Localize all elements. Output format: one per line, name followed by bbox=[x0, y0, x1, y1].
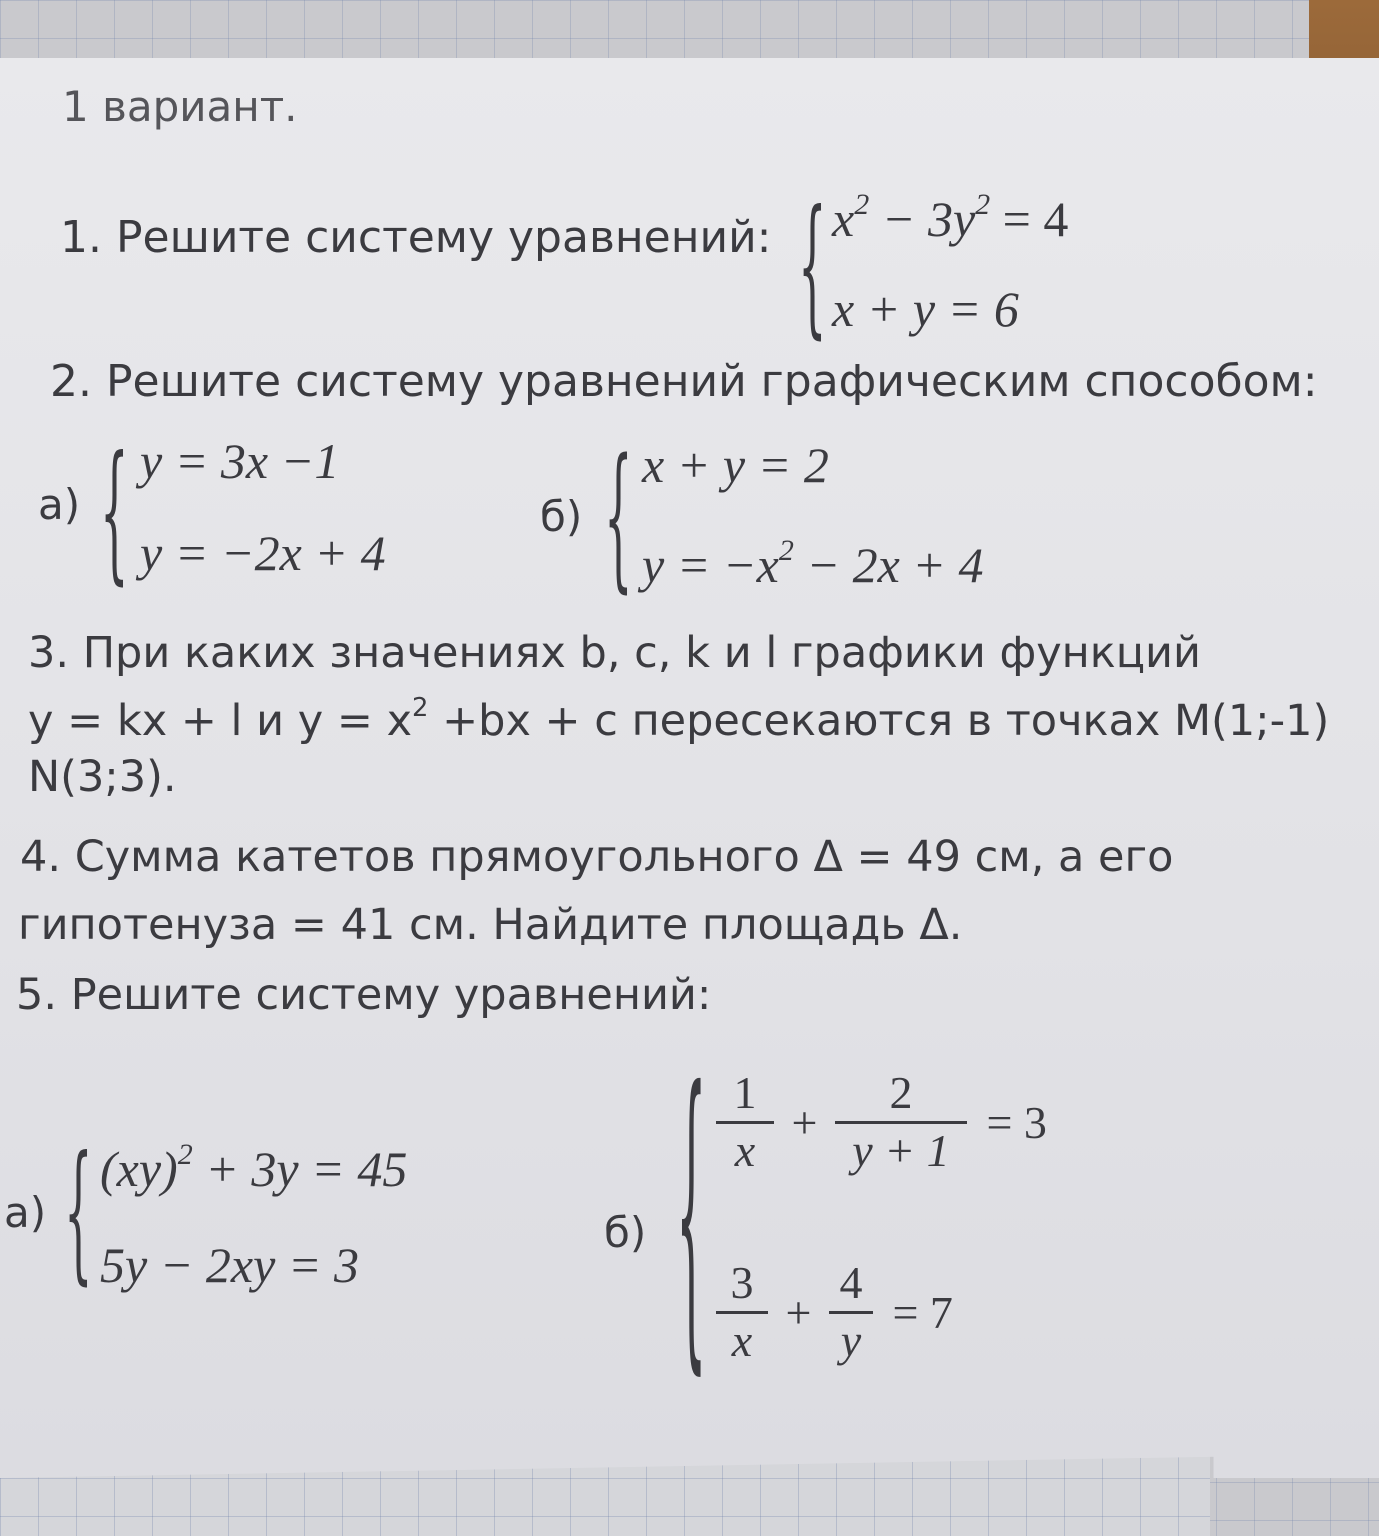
task1-label: 1. Решите систему уравнений: bbox=[60, 212, 772, 263]
task5-a-eq1: (xy)$^2$ + 3y = 45 bbox=[100, 1137, 408, 1197]
task2-b-eq2: $y = -x^2 - 2x + 4$ bbox=[642, 533, 984, 593]
task5-a-brace: { bbox=[64, 1125, 93, 1301]
task2-b-brace: { bbox=[604, 427, 633, 609]
task2-a-marker: а) bbox=[38, 480, 81, 529]
task5-b-eq1: $\frac{1}{x}$ + $\frac{2}{y + 1}$ = 3 bbox=[716, 1068, 1047, 1176]
variant-heading: 1 вариант. bbox=[62, 82, 298, 131]
task5-a-marker: а) bbox=[4, 1188, 47, 1237]
task5-a-eq2: 5y − 2xy = 3 bbox=[100, 1237, 360, 1293]
task4-line1: 4. Сумма катетов прямоугольного Δ = 49 см, а его bbox=[20, 832, 1174, 882]
task3-line3: N(3;3). bbox=[28, 752, 177, 802]
task3-line2: y = kx + l и $y = x^2 +bx + c$ пересекаются в точках M(1;-1) bbox=[28, 692, 1330, 746]
task5-b-eq2: $\frac{3}{x}$ + $\frac{4}{y}$ = 7 bbox=[716, 1258, 953, 1366]
task1-eq2: x + y = 6 bbox=[832, 281, 1019, 337]
task1-brace: { bbox=[798, 179, 827, 355]
task1-eq1: $x^2 - 3y^2 = 4$ bbox=[832, 187, 1069, 247]
task2-a-brace: { bbox=[100, 425, 129, 601]
task4-line2: гипотенуза = 41 см. Найдите площадь Δ. bbox=[18, 900, 963, 950]
task5-label: 5. Решите систему уравнений: bbox=[16, 970, 712, 1020]
task2-b-eq1: x + y = 2 bbox=[642, 437, 829, 493]
task2-label: 2. Решите систему уравнений графическим способом: bbox=[50, 356, 1318, 407]
task5-b-brace: { bbox=[676, 1027, 707, 1405]
task2-b-marker: б) bbox=[540, 492, 583, 541]
task2-a-eq1: y = 3x −1 bbox=[140, 433, 340, 489]
task2-a-eq2: y = −2x + 4 bbox=[140, 525, 386, 581]
task3-line1: 3. При каких значениях b, c, k и l графики функций bbox=[28, 628, 1201, 678]
task5-b-marker: б) bbox=[604, 1208, 647, 1257]
